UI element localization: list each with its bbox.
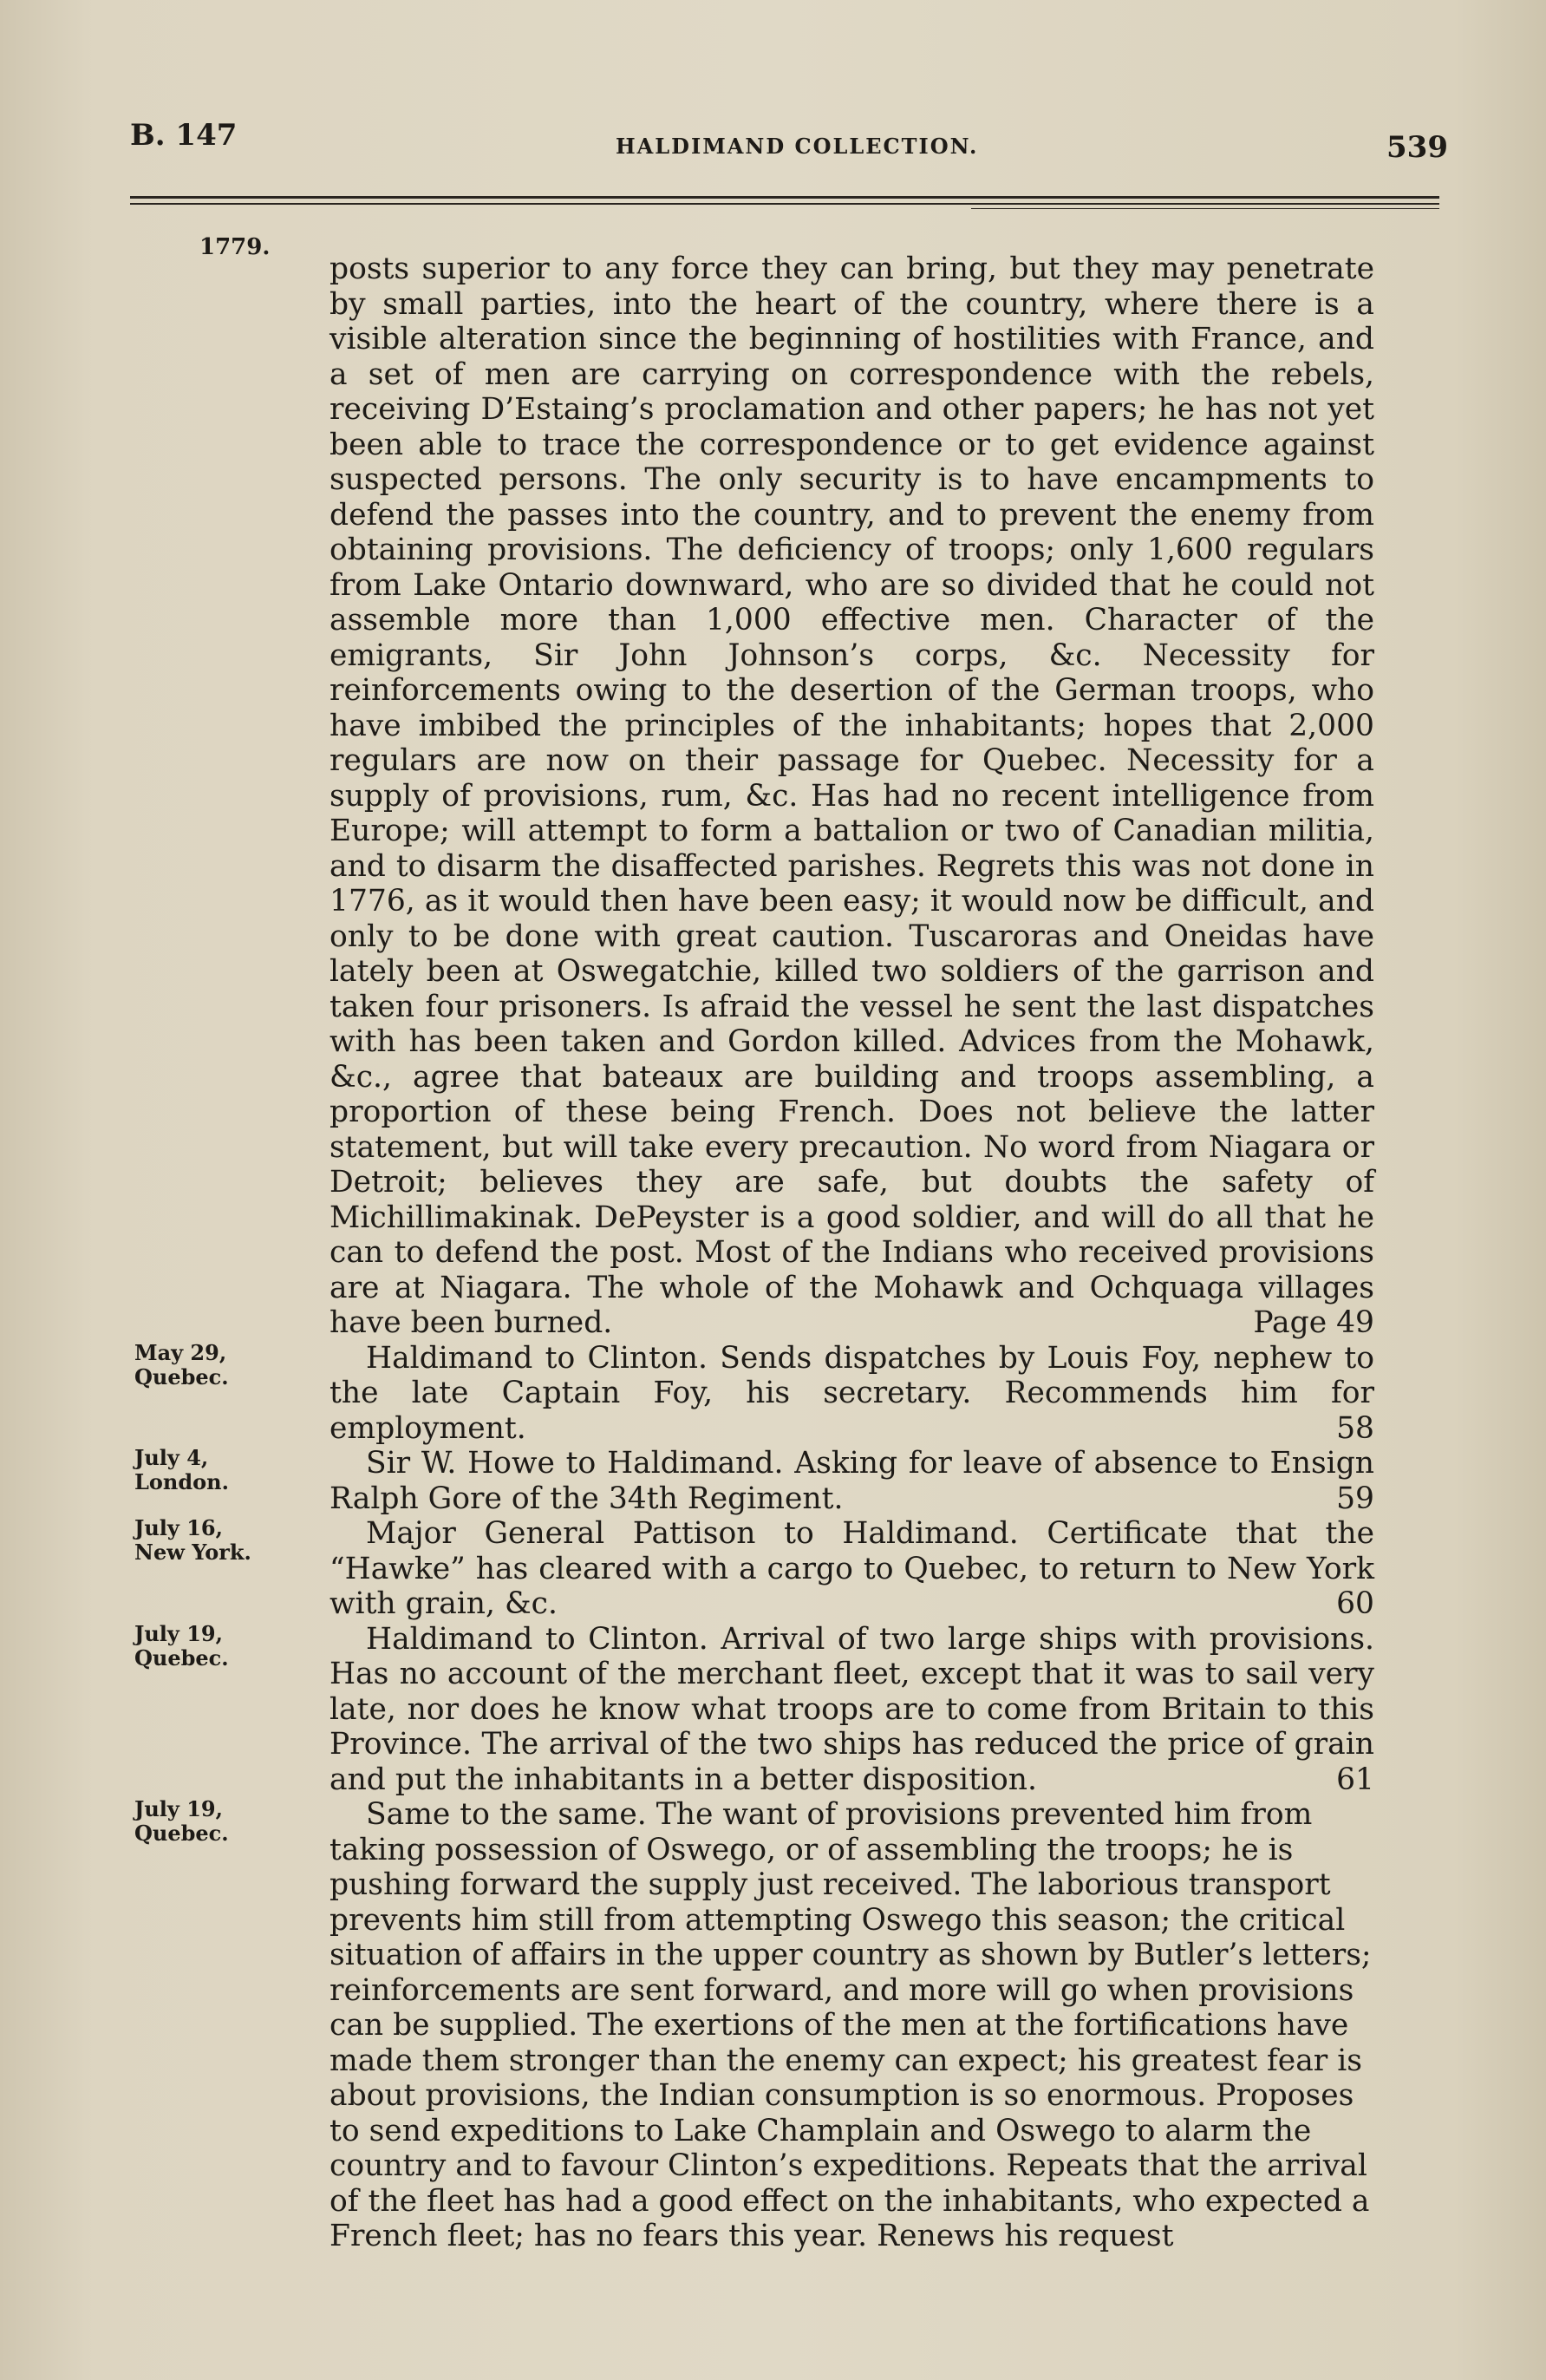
entry-text: posts superior to any force they can bring, but they may penetrate by small parties, into the heart of the country, where there is a visible alteration since the beginning of hostilities with France, and a set of men are carrying on correspondence with the rebels, receiving D’Estaing’s proclamation and other papers; he has not yet been able to trace the correspondence or to get evidence against suspected persons. The only security is to have encampments to defend the passes into the country, and to prevent the enemy from obtaining provisions. The deficiency of troops; only 1,600 regulars from Lake Ontario downward, who are so divided that he could not assemble more than 1,000 effective men. Character of the emigrants, Sir John Johnson’s corps, &c. Necessity for reinforcements owing to the desertion of the German troops, who have imbibed the principles of the inhabitants; hopes that 2,000 regulars are now on their passage for Quebec. Necessity for a supply of provisions, rum, &c. Has had no recent intelligence from Europe; will attempt to form a battalion or two of Canadian militia, and to disarm the disaffected parishes. Regrets this was not done in 1776, as it would then have been easy; it would now be difficult, and only to be done with great caution. Tuscaroras and Oneidas have lately been at Oswegatchie, killed two soldiers of the garrison and taken four prisoners. Is afraid the vessel he sent the last dispatches with has been taken and Gordon killed. Advices from the Mohawk, &c., agree that bateaux are building and troops assembling, a proportion of these being French. Does not believe the latter statement, but will take every precaution. No word from Niagara or Detroit; believes they are safe, but doubts the safety of Michillimakinak. DePeyster is a good soldier, and will do all that he can to defend the post. Most of the Indians who received provisions are at Niagara. The whole of the Mohawk and Ochquaga villages have been burned. Page 49 bbox=[329, 252, 1374, 1340]
margin-date: July 4, London. bbox=[134, 1445, 229, 1494]
margin-date: July 19, Quebec. bbox=[134, 1620, 229, 1671]
header-rule-thin bbox=[971, 208, 1439, 209]
entry bbox=[134, 1339, 1374, 1447]
entry-continued bbox=[329, 252, 1374, 1341]
margin-date: July 19, Quebec. bbox=[134, 1796, 229, 1846]
entry bbox=[134, 1515, 1374, 1622]
page-ref: 60 bbox=[1336, 1586, 1374, 1621]
page-ref: 59 bbox=[1336, 1481, 1374, 1516]
volume-reference: B. 147 bbox=[130, 118, 238, 153]
margin-year: 1779. bbox=[199, 234, 271, 260]
header-rule-double bbox=[130, 203, 1439, 205]
entry-text: Sir W. Howe to Haldimand. Asking for leave of absence to Ensign Ralph Gore of the 34th Regiment. 59 bbox=[329, 1446, 1374, 1516]
header-rule bbox=[130, 196, 1439, 199]
page-ref: 61 bbox=[1336, 1762, 1374, 1797]
entry bbox=[134, 1445, 1374, 1516]
entry-text: Haldimand to Clinton. Arrival of two large ships with provisions. Has no account of the merchant fleet, except that it was to sail very late, nor does he know what troops are to come from Britain to this Province. The arrival of the two ships has reduced the price of grain and put the inhabitants in a better disposition. 61 bbox=[329, 1621, 1374, 1797]
margin-date: July 16, New York. bbox=[134, 1515, 251, 1565]
collection-title: HALDIMAND COLLECTION. bbox=[616, 134, 979, 159]
entry bbox=[134, 1796, 1374, 2254]
calendar-entries bbox=[134, 252, 1374, 2254]
entry-text: Haldimand to Clinton. Sends dispatches by Louis Foy, nephew to the late Captain Foy, his secretary. Recommends him for employment. 58 bbox=[329, 1340, 1374, 1446]
running-header bbox=[130, 118, 1448, 170]
page-ref: 58 bbox=[1336, 1410, 1374, 1446]
entry-text: Same to the same. The want of provisions prevented him from taking possession of Oswego, or of assembling the troops; he is pushing forward the supply just received. The laborious transport prevents him still from attempting Oswego this season; the critical situation of affairs in the upper country as shown by Butler’s letters; reinforcements are sent forward, and more will go when provisions can be supplied. The exertions of the men at the fortifications have made them stronger than the enemy can expect; his greatest fear is about provisions, the Indian consumption is so enormous. Proposes to send expeditions to Lake Champlain and Oswego to alarm the country and to favour Clinton’s expeditions. Repeats that the arrival of the fleet has had a good effect on the inhabitants, who expected a French fleet; has no fears this year. Renews his request bbox=[329, 1797, 1372, 2253]
margin-date: May 29, Quebec. bbox=[134, 1339, 229, 1389]
entry-text: Major General Pattison to Haldimand. Certificate that the “Hawke” has cleared with a cargo to Quebec, to return to New York with grain, &c. 60 bbox=[329, 1516, 1374, 1621]
page-number: 539 bbox=[1386, 130, 1448, 165]
entry bbox=[134, 1620, 1374, 1798]
page-ref: Page 49 bbox=[1253, 1305, 1374, 1340]
